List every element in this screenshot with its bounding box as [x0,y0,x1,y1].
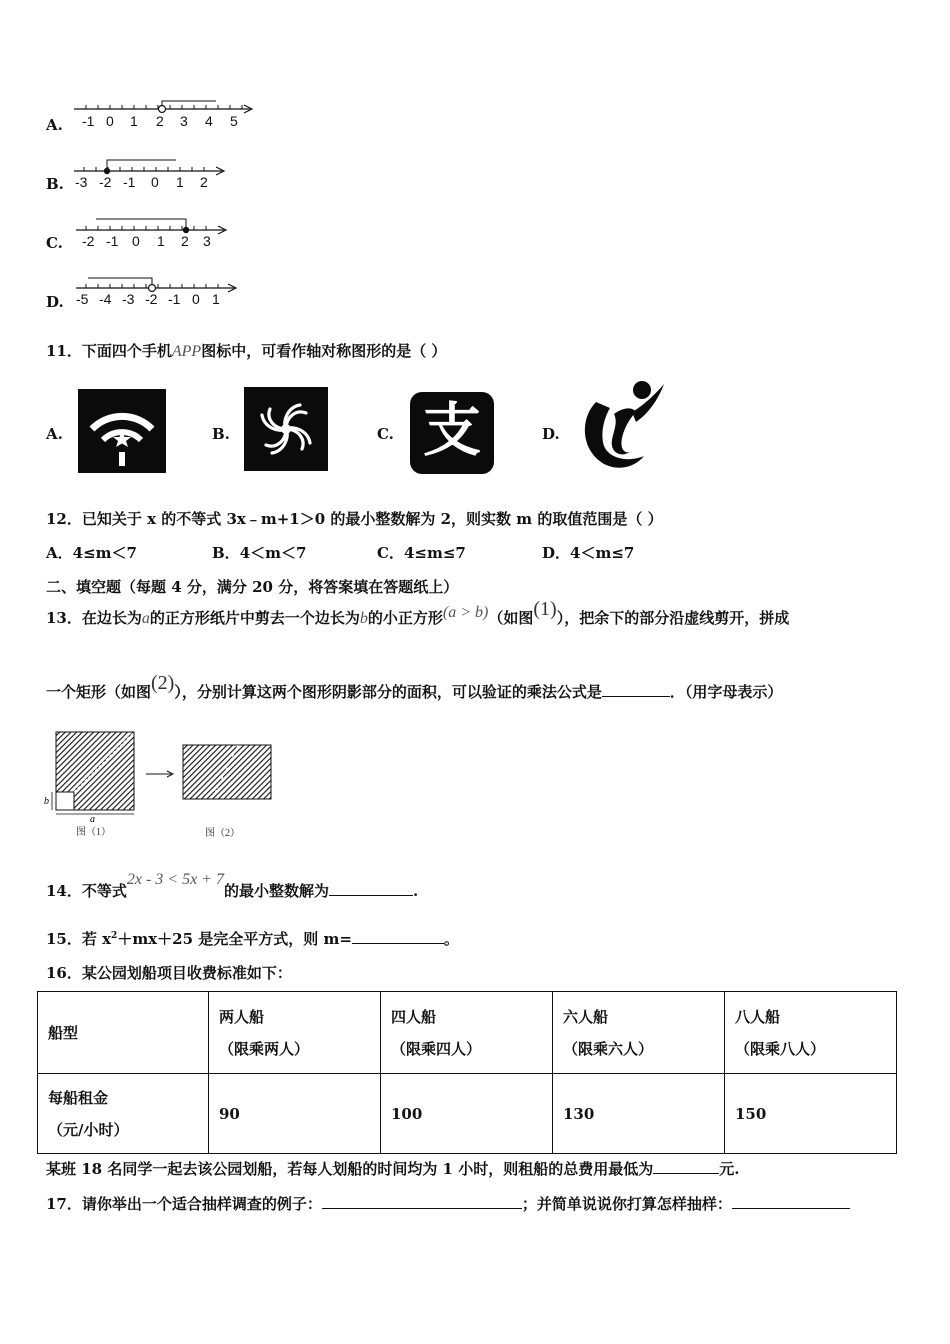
table-cell: 每船租金 （元/小时） [38,1074,209,1154]
table-row [38,992,897,1074]
tick-label: -5 [76,291,89,307]
option-label: C. [46,234,63,252]
tick-label: 0 [192,291,200,307]
q15-stem: 15．若 $x^2+mx+25$ 是完全平方式，则 m= 。 [46,930,459,948]
tick-label: -1 [123,174,136,190]
table-cell: 六人船 （限乘六人） [553,992,725,1074]
number-line-a [72,95,262,135]
table-cell: 150 [725,1074,897,1154]
answer-blank[interactable] [653,1159,719,1174]
arrow-icon [145,765,177,784]
tick-label: 1 [157,233,165,249]
tick-label: -3 [122,291,135,307]
q16-intro: 16．某公园划船项目收费标准如下： [46,964,292,982]
tick-label: 0 [132,233,140,249]
q16-tail: 某班 18 名同学一起去该公园划船，若每人划船的时间均为 1 小时，则租船的总费用最低为 元. [46,1160,740,1178]
table-cell: 四人船 （限乘四人） [381,992,553,1074]
number-line-b-svg [72,157,232,193]
tick-label: -2 [99,174,112,190]
inequality: 2x - 3 < 5x + 7 [126,871,224,888]
fee-table [37,991,897,1154]
tick-label: 2 [200,174,208,190]
number-line-c-svg [74,216,234,252]
tick-label: 0 [151,174,159,190]
number-line-c [74,216,234,256]
q13-line1: 13．在边长为a的正方形纸片中剪去一个边长为b的小正方形(a > b)（如图(1)），把余下的部分沿虚线剪开，拼成 [46,598,790,627]
number-line-d-svg [74,274,244,310]
open-point [159,106,166,113]
option-label: C. [377,425,394,443]
alipay-zhi-icon [410,392,494,474]
tick-label: -2 [82,233,95,249]
number-line-d [74,274,244,314]
tick-label: 2 [156,113,164,129]
figure-swoosh-icon [574,378,670,478]
figure-1-caption: 图（1） [76,827,111,838]
tick-label: -3 [75,174,88,190]
tick-label: 2 [181,233,189,249]
q11-stem: 11．下面四个手机APP图标中，可看作轴对称图形的是（ ） [46,342,447,360]
option-label: D. [542,425,560,443]
table-cell: 100 [381,1074,553,1154]
tick-label: 4 [205,113,213,129]
q14-stem: 14．不等式2x - 3 < 5x + 7的最小整数解为 . [46,871,419,900]
section-heading: 二、填空题（每题 4 分，满分 20 分，将答案填在答题纸上） [46,578,459,596]
label-a: a [90,814,95,825]
q12-option-a: A．4≤m＜7 [46,544,137,562]
tick-label: 5 [230,113,238,129]
q17-stem: 17．请你举出一个适合抽样调查的例子： ；并简单说说你打算怎样抽样： [46,1193,850,1214]
label-b: b [44,796,49,807]
q12-option-c: C．4≤m≤7 [377,544,466,562]
number-line-a-svg [72,95,262,131]
answer-blank-example[interactable] [322,1194,522,1209]
q12-stem: 12．已知关于 x 的不等式 3x﹣m+1＞0 的最小整数解为 2，则实数 m 的取值范围是（ ） [46,510,663,528]
tick-label: 3 [180,113,188,129]
table-row [38,1074,897,1154]
q12-option-b: B．4＜m＜7 [212,544,307,562]
q13-line2: 一个矩形（如图(2)），分别计算这两个图形阴影部分的面积，可以验证的乘法公式是 ．（用字母表示） [46,672,783,701]
tick-label: 1 [176,174,184,190]
tick-label: -1 [168,291,181,307]
answer-blank[interactable] [352,929,444,944]
number-line-b [72,157,232,197]
tick-label: 0 [106,113,114,129]
option-label: B. [46,175,64,193]
tick-label: 3 [203,233,211,249]
answer-blank[interactable] [602,682,670,697]
option-label: A. [46,116,63,134]
tick-label: 1 [130,113,138,129]
table-cell: 船型 [38,992,209,1074]
tick-label: -2 [145,291,158,307]
tick-label: 1 [212,291,220,307]
q12-option-d: D．4＜m≤7 [542,544,635,562]
option-label: A. [46,425,63,443]
answer-blank[interactable] [329,881,413,896]
tick-label: -1 [106,233,119,249]
table-cell: 130 [553,1074,725,1154]
figure-2-caption: 图（2） [205,828,240,839]
option-label: B. [212,425,230,443]
wifi-star-icon [78,389,166,477]
answer-blank-method[interactable] [732,1194,850,1209]
table-cell: 两人船 （限乘两人） [209,992,381,1074]
option-label: D. [46,293,64,311]
tick-label: -4 [99,291,112,307]
table-cell: 90 [209,1074,381,1154]
spiral-pinwheel-icon [244,387,328,475]
tick-label: -1 [82,113,95,129]
table-cell: 八人船 （限乘八人） [725,992,897,1074]
alipay-char: 支 [422,396,481,464]
q13-figure-2 [182,744,274,806]
